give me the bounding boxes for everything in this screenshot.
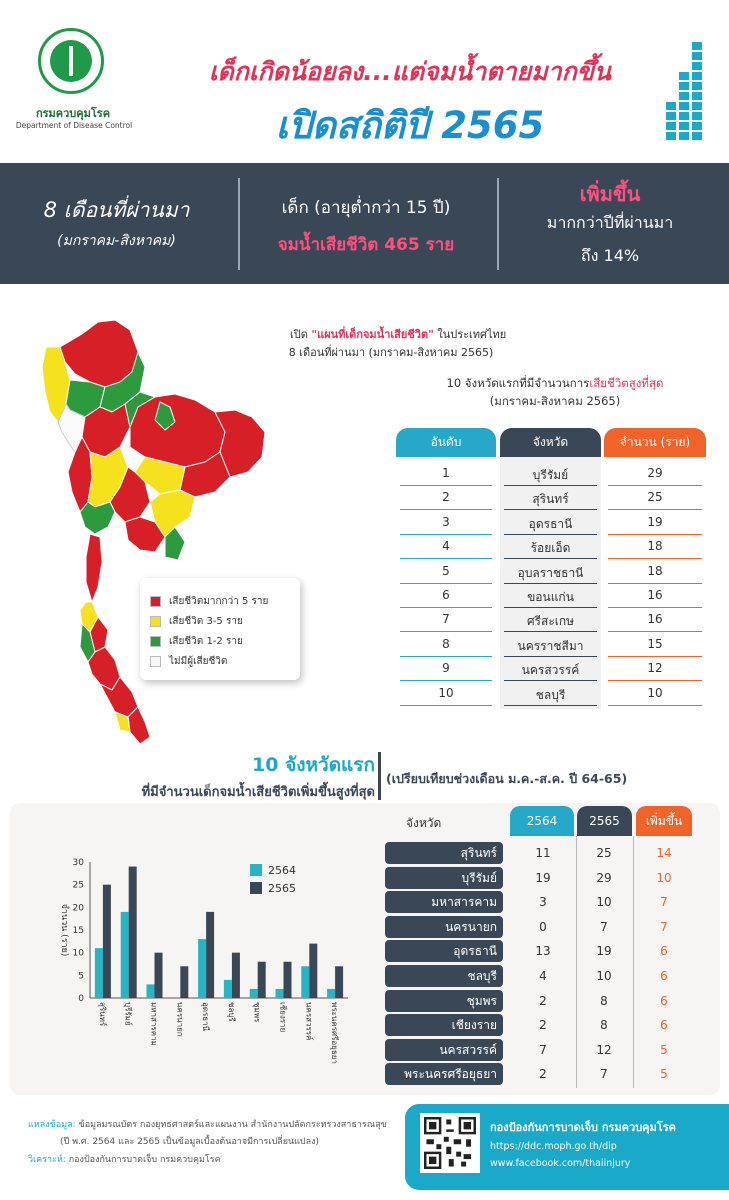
- bar-2565: [232, 953, 240, 998]
- x-tick-label: นครนายก: [175, 1002, 185, 1037]
- value-increase: 5: [660, 1067, 668, 1082]
- c2-header-2565: 2565: [577, 806, 632, 836]
- province-pill: ชลบุรี: [385, 965, 503, 987]
- comparison-row: [385, 842, 695, 864]
- y-tick-label: 25: [72, 880, 84, 891]
- x-tick-label: ชลบุรี: [226, 1002, 236, 1022]
- value-2565: 8: [600, 1018, 608, 1033]
- rank-cell: 10: [438, 685, 454, 700]
- value-2565: 7: [600, 1067, 608, 1082]
- x-tick-label: บุรีรัมย์: [123, 1002, 133, 1026]
- count-cell: 25: [647, 490, 663, 505]
- period-sub: (มกราคม-สิงหาคม): [57, 233, 176, 249]
- rank-cell: 4: [442, 539, 450, 554]
- value-2564: 19: [535, 870, 551, 885]
- table-row: [396, 560, 706, 584]
- map-legend: [140, 578, 300, 680]
- table-row: [396, 633, 706, 657]
- thailand-map: [20, 312, 280, 752]
- value-2564: 4: [539, 969, 547, 983]
- bar-2565: [103, 885, 111, 998]
- legend-item: เสียชีวิต 1-2 ราย: [150, 634, 243, 648]
- y-tick-label: 20: [72, 903, 84, 914]
- province-cell: อุดรธานี: [528, 516, 573, 531]
- province-cell: ร้อยเอ็ด: [530, 541, 571, 556]
- province-pill: นครนายก: [385, 916, 503, 938]
- value-2565: 10: [596, 895, 612, 910]
- value-increase: 7: [660, 919, 668, 934]
- comparison-row: [385, 965, 695, 987]
- org-name-english: Department of Disease Control: [15, 121, 133, 130]
- y-tick-label: 0: [78, 994, 84, 1004]
- legend-label: 2564: [268, 864, 296, 877]
- contact-website-link[interactable]: https://ddc.moph.go.th/dip: [490, 1141, 617, 1152]
- bar-2564: [95, 948, 103, 998]
- ministry-logo: [38, 28, 104, 94]
- top10-subtitle: (มกราคม-สิงหาคม 2565): [489, 394, 621, 408]
- count-cell: 19: [647, 514, 663, 529]
- table-row: [396, 584, 706, 608]
- bar-2564: [301, 966, 309, 998]
- count-cell: 10: [647, 685, 663, 700]
- rising-bars-decoration: [664, 42, 704, 146]
- org-name-thai: กรมควบคุมโรค: [35, 107, 111, 120]
- source-note: (ปี พ.ศ. 2564 และ 2565 เป็นข้อมูลเบื้องต้นอาจมีการเปลี่ยนแปลง): [60, 1137, 320, 1147]
- province-cell: นครราชสีมา: [517, 638, 584, 653]
- bar-2565: [284, 962, 292, 998]
- period-main: 8 เดือนที่ผ่านมา: [43, 198, 190, 222]
- rank-cell: 2: [442, 490, 450, 505]
- province-pill: บุรีรัมย์: [385, 867, 503, 889]
- headline: เด็กเกิดน้อยลง...แต่จมน้ำตายมากขึ้น: [209, 57, 611, 86]
- section2-subtitle: ที่มีจำนวนเด็กจมน้ำเสียชีวิตเพิ่มขึ้นสูงที่สุด: [141, 785, 375, 800]
- value-2565: 29: [596, 870, 612, 885]
- count-cell: 18: [647, 539, 663, 554]
- count-cell: 16: [647, 612, 663, 627]
- compare-label: มากกว่าปีที่ผ่านมา: [546, 213, 674, 232]
- province-cell: อุบลราชธานี: [517, 565, 584, 580]
- rank-cell: 1: [442, 466, 450, 480]
- x-tick-label: เชียงราย: [278, 1002, 288, 1033]
- analysis-line: วิเคราะห์: กองป้องกันการบาดเจ็บ กรมควบคุมโรค: [28, 1155, 221, 1165]
- value-increase: 6: [660, 944, 668, 959]
- value-2564: 11: [535, 846, 551, 860]
- legend-swatch: [250, 882, 262, 894]
- bar-2564: [276, 989, 284, 998]
- legend-swatch: [150, 636, 161, 647]
- province-cell: สุรินทร์: [532, 492, 569, 507]
- bar-2564: [224, 980, 232, 998]
- comparison-row: [385, 1063, 695, 1085]
- map-caption-period: 8 เดือนที่ผ่านมา (มกราคม-สิงหาคม 2565): [288, 346, 494, 359]
- table-row: [396, 511, 706, 535]
- value-2564: 2: [539, 993, 547, 1008]
- banner-divider: [238, 178, 240, 270]
- section2-title: 10 จังหวัดแรก: [252, 754, 375, 776]
- bar-2564: [250, 989, 258, 998]
- top10-title: 10 จังหวัดแรกที่มีจำนวนการเสียชีวิตสูงที่สุด: [446, 376, 664, 390]
- value-increase: 7: [660, 895, 668, 910]
- province-pill: นครสวรรค์: [385, 1039, 503, 1061]
- count-cell: 29: [647, 466, 663, 480]
- x-tick-label: นครสวรรค์: [304, 1002, 314, 1041]
- legend-item: เสียชีวิต 3-5 ราย: [150, 614, 243, 628]
- x-tick-label: พระนครศรีอยุธยา: [330, 1002, 340, 1064]
- table-row: [396, 657, 706, 681]
- province-cell: บุรีรัมย์: [532, 468, 569, 482]
- map-caption: เปิด "แผนที่เด็กจมน้ำเสียชีวิต" ในประเทศไทย: [290, 328, 507, 341]
- value-2564: 13: [535, 944, 551, 959]
- table-row: [396, 608, 706, 632]
- count-cell: 18: [647, 563, 663, 578]
- count-cell: 15: [647, 636, 663, 651]
- legend-item: เสียชีวิตมากกว่า 5 ราย: [150, 594, 268, 608]
- x-tick-label: ชุมพร: [252, 1002, 262, 1023]
- caduceus-icon: [50, 40, 92, 82]
- count-cell: 16: [647, 588, 663, 602]
- value-increase: 14: [656, 846, 672, 860]
- col-header-rank: อันดับ: [396, 428, 496, 457]
- section2-divider: [378, 752, 381, 800]
- source-line: แหล่งข้อมูล: ข้อมูลมรณบัตร กองยุทธศาสตร์และแผนงาน สำนักงานปลัดกระทรวงสาธารณสุข: [28, 1120, 387, 1130]
- subheadline: เปิดสถิติปี 2565: [275, 104, 545, 147]
- table-row: [396, 682, 706, 706]
- value-2565: 12: [596, 1042, 612, 1057]
- qr-code-icon[interactable]: [420, 1113, 480, 1173]
- bar-2565: [180, 966, 188, 998]
- y-tick-label: 15: [72, 926, 84, 936]
- value-2565: 25: [596, 846, 612, 860]
- legend-swatch: [150, 616, 161, 627]
- comparison-row: [385, 940, 695, 962]
- rank-cell: 8: [442, 636, 450, 651]
- table-row: [396, 462, 706, 486]
- table-row: [396, 535, 706, 559]
- increase-percent: ถึง 14%: [580, 246, 640, 265]
- x-tick-label: อุดรธานี: [201, 1002, 211, 1032]
- value-2565: 8: [600, 993, 608, 1008]
- bar-2564: [121, 912, 129, 998]
- value-increase: 6: [660, 1018, 668, 1033]
- y-tick-label: 30: [72, 858, 84, 868]
- bar-2565: [258, 962, 266, 998]
- rank-cell: 5: [442, 563, 450, 578]
- value-increase: 5: [660, 1042, 668, 1057]
- rank-cell: 3: [442, 514, 450, 529]
- y-tick-label: 10: [72, 948, 84, 959]
- bar-2565: [129, 867, 137, 998]
- legend-swatch: [250, 864, 262, 876]
- value-2564: 3: [539, 895, 547, 910]
- bar-2565: [309, 944, 317, 998]
- value-2565: 19: [596, 944, 612, 959]
- rank-cell: 9: [442, 661, 450, 676]
- section2-compare-note: (เปรียบเทียบช่วงเดือน ม.ค.-ส.ค. ปี 64-65): [386, 771, 628, 786]
- bar-2565: [206, 912, 214, 998]
- c2-header-province: จังหวัด: [406, 816, 442, 830]
- table-row: [396, 486, 706, 510]
- province-cell: นครสวรรค์: [521, 663, 580, 678]
- comparison-row: [385, 867, 695, 889]
- comparison-row: [385, 1039, 695, 1061]
- c2-header-2564: 2564: [510, 806, 574, 836]
- province-pill: ชุมพร: [385, 990, 503, 1012]
- bar-2565: [335, 966, 343, 998]
- c2-header-increase: เพิ่มขึ้น: [636, 806, 692, 836]
- province-cell: ชลบุรี: [535, 687, 566, 702]
- x-tick-label: มหาสารคาม: [149, 1002, 159, 1046]
- province-cell: ศรีสะเกษ: [526, 614, 575, 629]
- province-pill: พระนครศรีอยุธยา: [385, 1063, 503, 1085]
- increase-label: เพิ่มขึ้น: [579, 182, 641, 206]
- value-2564: 0: [539, 919, 547, 934]
- value-2565: 7: [600, 919, 608, 934]
- value-2564: 2: [539, 1018, 547, 1033]
- col-header-count: จำนวน (ราย): [604, 428, 706, 457]
- legend-item: ไม่มีผู้เสียชีวิต: [150, 654, 227, 668]
- legend-label: 2565: [268, 882, 296, 895]
- province-pill: เชียงราย: [385, 1014, 503, 1036]
- value-increase: 10: [656, 870, 672, 885]
- legend-swatch: [150, 596, 161, 607]
- contact-facebook-link[interactable]: www.facebook.com/thaiinjury: [490, 1158, 631, 1169]
- province-pill: มหาสารคาม: [385, 891, 503, 913]
- bar-2564: [327, 989, 335, 998]
- y-axis-label: จำนวน (ราย): [59, 903, 69, 957]
- comparison-row: [385, 891, 695, 913]
- province-cell: ขอนแก่น: [527, 590, 574, 604]
- rank-cell: 7: [442, 612, 450, 627]
- value-2565: 10: [596, 969, 612, 983]
- value-2564: 2: [539, 1067, 547, 1082]
- legend-swatch: [150, 656, 161, 667]
- comparison-row: [385, 1014, 695, 1036]
- rank-cell: 6: [442, 588, 450, 602]
- bar-2564: [198, 939, 206, 998]
- deaths-count: จมน้ำเสียชีวิต 465 ราย: [277, 235, 455, 255]
- province-pill: สุรินทร์: [385, 842, 503, 864]
- count-cell: 12: [647, 661, 663, 676]
- value-2564: 7: [539, 1042, 547, 1057]
- contact-title: กองป้องกันการบาดเจ็บ กรมควบคุมโรค: [490, 1121, 676, 1134]
- comparison-bar-chart: [48, 848, 368, 1088]
- x-tick-label: สุรินทร์: [97, 1002, 107, 1027]
- y-tick-label: 5: [78, 971, 84, 982]
- comparison-row: [385, 916, 695, 938]
- comparison-row: [385, 990, 695, 1012]
- banner-divider: [497, 178, 499, 270]
- bar-2565: [155, 953, 163, 998]
- province-pill: อุดรธานี: [385, 940, 503, 962]
- children-label: เด็ก (อายุต่ำกว่า 15 ปี): [281, 198, 451, 218]
- value-increase: 6: [660, 969, 668, 983]
- value-increase: 6: [660, 993, 668, 1008]
- col-header-province: จังหวัด: [500, 428, 601, 457]
- bar-2564: [147, 984, 155, 998]
